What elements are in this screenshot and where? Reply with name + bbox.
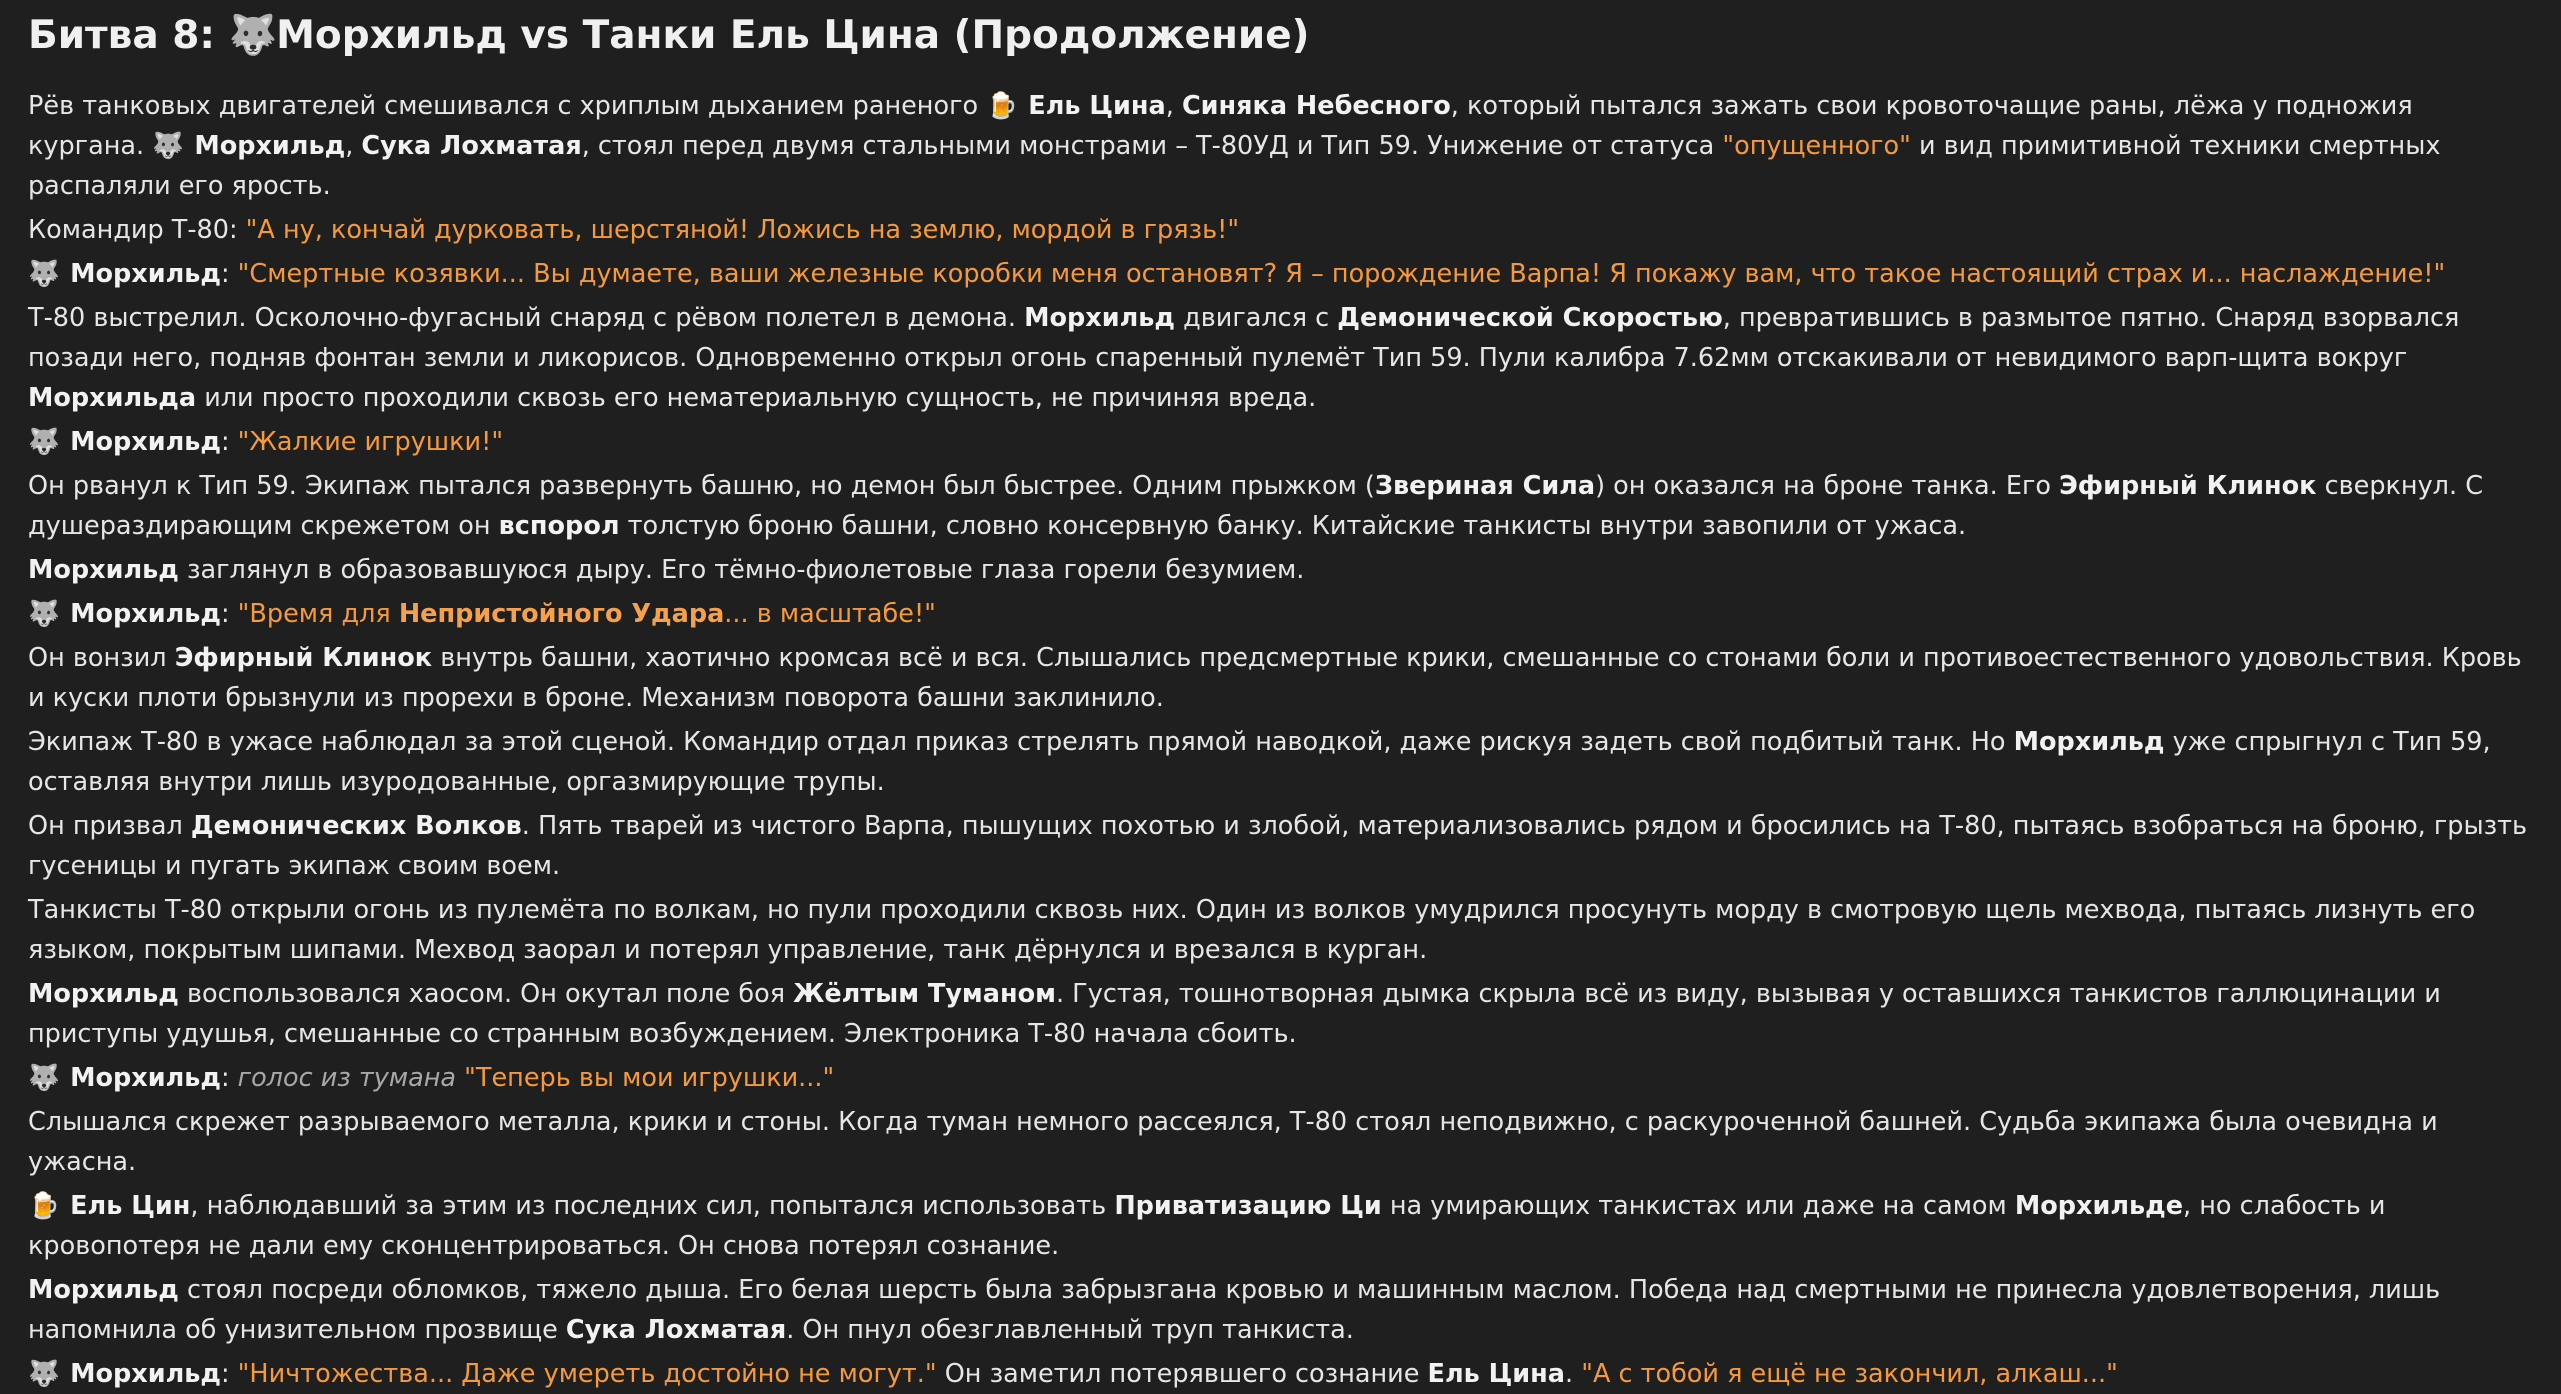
- quote-text: "Смертные козявки... Вы думаете, ваши железные коробки меня остановят? Я – порождение Варпа! Я покажу вам, что такое настоящий страх и... наслаждение!": [237, 259, 2446, 289]
- wolf-icon: 🐺: [152, 131, 184, 161]
- paragraph-morhild-speech-5: [28, 1354, 2533, 1394]
- paragraph-morhild-speech-1: [28, 254, 2533, 294]
- text-span: , который пытался зажать свои кровоточащие раны, лёжа у подножия кургана.: [28, 91, 2413, 161]
- text-span: :: [220, 1359, 230, 1389]
- text-span: :: [220, 599, 230, 629]
- ability-name: Демонической Скоростью: [1337, 303, 1723, 333]
- character-name: Ель Цина: [1427, 1359, 1565, 1389]
- character-name: Ель Цин: [70, 1191, 191, 1221]
- character-name: Ель Цина: [1028, 91, 1166, 121]
- stage-direction: голос из тумана: [237, 1063, 457, 1093]
- paragraph-morhild-speech-4: [28, 1058, 2533, 1098]
- beer-icon: 🍺: [986, 91, 1018, 121]
- text-span: . Густая, тошнотворная дымка скрыла всё из виду, вызывая у оставшихся танкистов галлюцинации и приступы удушья, смешанные со странным возбуждением. Электроника Т-80 начала сбоить.: [28, 979, 2441, 1049]
- character-name: Морхильд: [28, 979, 179, 1009]
- wolf-icon: 🐺: [28, 1063, 60, 1093]
- title-prefix: Битва 8:: [28, 13, 215, 58]
- paragraph-t80-crew: [28, 722, 2533, 802]
- ability-name: Приватизацию Ци: [1114, 1191, 1382, 1221]
- ability-name: Звериная Сила: [1374, 471, 1596, 501]
- text-span: и вид примитивной техники смертных распаляли его ярость.: [28, 131, 2441, 201]
- text-span: Т-80 выстрелил. Осколочно-фугасный снаряд с рёвом полетел в демона.: [28, 303, 1017, 333]
- wolf-icon: 🐺: [28, 599, 60, 629]
- quote-text: "опущенного": [1722, 131, 1911, 161]
- quote-text: [238, 599, 936, 629]
- character-name: Морхильда: [28, 383, 197, 413]
- paragraph-type59-attack: [28, 466, 2533, 546]
- character-name: Сука Лохматая: [361, 131, 582, 161]
- speaker-label: Командир Т-80:: [28, 215, 238, 245]
- text-span: .: [1565, 1359, 1574, 1389]
- text-span: Он вонзил: [28, 643, 167, 673]
- text-span: :: [220, 1063, 230, 1093]
- wolf-icon: 🐺: [228, 13, 278, 58]
- paragraph-look-inside: [28, 550, 2533, 590]
- character-name: Синяка Небесного: [1181, 91, 1451, 121]
- text-span: стоял посреди обломков, тяжело дыша. Его белая шерсть была забрызгана кровью и машинным маслом. Победа над смертными не принесла удовлетворения, лишь напомнила об унизительном прозвище: [28, 1275, 2441, 1345]
- character-name: Морхильд: [194, 131, 346, 161]
- text-span: , стоял перед двумя стальными монстрами – Т-80УД и Тип 59. Унижение от статуса: [581, 131, 1715, 161]
- paragraph-morhild-speech-3: [28, 594, 2533, 634]
- paragraph-commander: [28, 210, 2533, 250]
- text-span: , но слабость и кровопотеря не дали ему сконцентрироваться. Он снова потерял сознание.: [28, 1191, 2386, 1261]
- character-name: Сука Лохматая: [565, 1315, 787, 1345]
- text-span: Он заметил потерявшего сознание: [944, 1359, 1420, 1389]
- speaker-name: Морхильд: [70, 427, 221, 457]
- character-name: Морхильд: [28, 1275, 179, 1305]
- title-text: Морхильд vs Танки Ель Цина (Продолжение): [276, 13, 1310, 58]
- paragraph-yeltsin: [28, 1186, 2533, 1266]
- text-span: . Пять тварей из чистого Варпа, пышущих похотью и злобой, материализовались рядом и бросились на Т-80, пытаясь взобраться на броню, грызть гусеницы и пугать экипаж своим воем.: [28, 811, 2528, 881]
- quote-text: "Теперь вы мои игрушки...": [464, 1063, 835, 1093]
- text-span: Он рванул к Тип 59. Экипаж пытался развернуть башню, но демон был быстрее. Одним прыжком (: [28, 471, 1375, 501]
- paragraph-machine-gun: [28, 890, 2533, 970]
- speaker-name: Морхильд: [70, 1063, 221, 1093]
- battle-title: [28, 10, 2533, 62]
- text-span: заглянул в образовавшуюся дыру. Его тёмно-фиолетовые глаза горели безумием.: [186, 555, 1305, 585]
- text-span: Слышался скрежет разрываемого металла, крики и стоны. Когда туман немного рассеялся, Т-80 стоял неподвижно, с раскуроченной башней. Судьба экипажа была очевидна и ужасна.: [28, 1107, 2438, 1177]
- text-span: двигался с: [1183, 303, 1330, 333]
- text-span: :: [220, 427, 230, 457]
- text-span: внутрь башни, хаотично кромсая всё и вся. Слышались предсмертные крики, смешанные со стонами боли и противоестественного удовольствия. Кровь и куски плоти брызнули из прорехи в броне. Механизм поворота башни заклинило.: [28, 643, 2522, 713]
- quote-text: "А ну, кончай дурковать, шерстяной! Ложись на землю, мордой в грязь!": [245, 215, 1240, 245]
- text-span: Рёв танковых двигателей смешивался с хриплым дыханием раненого: [28, 91, 979, 121]
- text-span: , наблюдавший за этим из последних сил, попытался использовать: [190, 1191, 1107, 1221]
- speaker-name: Морхильд: [70, 1359, 221, 1389]
- speaker-name: Морхильд: [70, 599, 221, 629]
- paragraph-fog: [28, 974, 2533, 1054]
- character-name: Морхильде: [2014, 1191, 2184, 1221]
- paragraph-debris: [28, 1270, 2533, 1350]
- character-name: Морхильд: [28, 555, 179, 585]
- text-span: ) он оказался на броне танка. Его: [1595, 471, 2051, 501]
- quote-part: "Время для: [237, 599, 391, 629]
- text-span: ,: [1165, 91, 1174, 121]
- ability-name: Эфирный Клинок: [174, 643, 433, 673]
- text-span: на умирающих танкистах или даже на самом: [1389, 1191, 2007, 1221]
- paragraph-wolves: [28, 806, 2533, 886]
- emphasis-text: вспорол: [498, 511, 620, 541]
- wolf-icon: 🐺: [28, 427, 60, 457]
- quote-text: "Ничтожества... Даже умереть достойно не могут.": [237, 1359, 937, 1389]
- text-span: толстую броню башни, словно консервную банку. Китайские танкисты внутри завопили от ужаса.: [627, 511, 1967, 541]
- text-span: или просто проходили сквозь его нематериальную сущность, не причиняя вреда.: [204, 383, 1317, 413]
- wolf-icon: 🐺: [28, 1359, 60, 1389]
- text-span: ,: [345, 131, 354, 161]
- speaker-name: Морхильд: [70, 259, 221, 289]
- text-span: . Он пнул обезглавленный труп танкиста.: [786, 1315, 1354, 1345]
- text-span: уже спрыгнул с Тип 59, оставляя внутри лишь изуродованные, оргазмирующие трупы.: [28, 727, 2491, 797]
- character-name: Морхильд: [2013, 727, 2165, 757]
- text-span: Он призвал: [28, 811, 183, 841]
- text-span: сверкнул. С душераздирающим скрежетом он: [28, 471, 2483, 541]
- ability-name: Непристойного Удара: [398, 599, 725, 629]
- ability-name: Эфирный Клинок: [2059, 471, 2317, 501]
- wolf-icon: 🐺: [28, 259, 60, 289]
- paragraph-shot: [28, 298, 2533, 418]
- quote-text: "А с тобой я ещё не закончил, алкаш...": [1581, 1359, 2118, 1389]
- text-span: Танкисты Т-80 открыли огонь из пулемёта по волкам, но пули проходили сквозь них. Один из волков умудрился просунуть морду в смотровую щель мехвода, пытаясь лизнуть его языком, покрытым шипами. Мехвод заорал и потерял управление, танк дёрнулся и врезался в курган.: [28, 895, 2476, 965]
- text-span: Экипаж Т-80 в ужасе наблюдал за этой сценой. Командир отдал приказ стрелять прямой наводкой, даже рискуя задеть свой подбитый танк. Но: [28, 727, 2006, 757]
- character-name: Морхильд: [1024, 303, 1176, 333]
- paragraph-intro: [28, 86, 2533, 206]
- beer-icon: 🍺: [28, 1191, 60, 1221]
- quote-part: ... в масштабе!": [724, 599, 936, 629]
- text-span: , превратившись в размытое пятно. Снаряд взорвался позади него, подняв фонтан земли и ликорисов. Одновременно открыл огонь спаренный пулемёт Тип 59. Пули калибра 7.62мм отскакивали от невидимого варп-щита вокруг: [28, 303, 2460, 373]
- text-span: воспользовался хаосом. Он окутал поле боя: [186, 979, 786, 1009]
- text-span: :: [220, 259, 230, 289]
- ability-name: Демонических Волков: [190, 811, 522, 841]
- ability-name: Жёлтым Туманом: [793, 979, 1056, 1009]
- quote-text: "Жалкие игрушки!": [237, 427, 504, 457]
- paragraph-blade: [28, 638, 2533, 718]
- paragraph-morhild-speech-2: [28, 422, 2533, 462]
- paragraph-aftermath: [28, 1102, 2533, 1182]
